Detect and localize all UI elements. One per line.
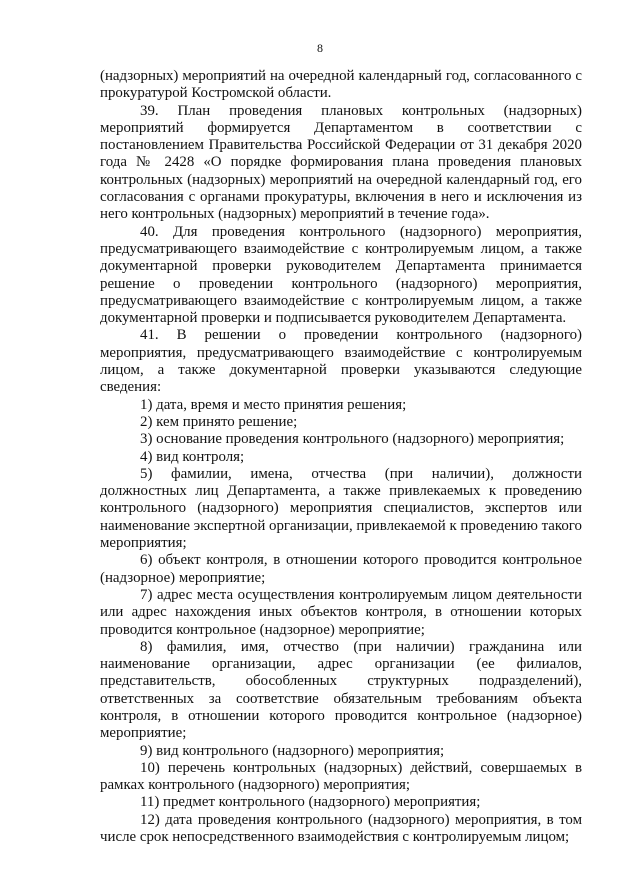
paragraph-41: 41. В решении о проведении контрольного (надзорного) мероприятия, предусматривающего взаимодействие с контролируемым лицом, а также документарной проверки указываются следующие сведения: [100, 327, 582, 396]
list-item-10: 10) перечень контрольных (надзорных) действий, совершаемых в рамках контрольного (надзорного) мероприятия; [100, 759, 582, 794]
paragraph-39: 39. План проведения плановых контрольных (надзорных) мероприятий формируется Департаментом в соответствии с постановлением Правительства Российской Федерации от 31 декабря 2020 года № 2428 «О порядке формирования плана проведения плановых контрольных (надзорных) мероприятий на очередной календарный год, его согласования с органами прокуратуры, включения в него и исключения из него контрольных (надзорных) мероприятий в течение года». [100, 102, 582, 223]
page-number: 8 [317, 41, 323, 55]
list-item-11: 11) предмет контрольного (надзорного) мероприятия; [140, 794, 481, 811]
document-body [100, 68, 582, 846]
list-item-4: 4) вид контроля; [140, 448, 245, 465]
list-item-2: 2) кем принято решение; [140, 413, 298, 430]
list-item-3: 3) основание проведения контрольного (надзорного) мероприятия; [140, 431, 565, 448]
list-item-7: 7) адрес места осуществления контролируемым лицом деятельности или адрес нахождения иных объектов контроля, в отношении которых проводится контрольное (надзорное) мероприятие; [100, 586, 582, 638]
list-item-9: 9) вид контрольного (надзорного) мероприятия; [140, 742, 445, 759]
paragraph-40: 40. Для проведения контрольного (надзорного) мероприятия, предусматривающего взаимодействие с контролируемым лицом, а также документарной проверки руководителем Департамента принимается решение о проведении контрольного (надзорного) мероприятия, предусматривающего взаимодействие с контролируемым лицом, а также документарной проверки и подписывается руководителем Департамента. [100, 223, 582, 327]
list-item-1: 1) дата, время и место принятия решения; [140, 396, 407, 413]
list-item-6: 6) объект контроля, в отношении которого проводится контрольное (надзорное) мероприятие; [100, 552, 582, 586]
list-item-8: 8) фамилия, имя, отчество (при наличии) гражданина или наименование организации, адрес организации (ее филиалов, представительств, обособленных структурных подразделений), ответственных за соответствие обязательным требованиям объекта контроля, в отношении которого проводится контрольное (надзорное) мероприятие; [100, 638, 582, 742]
paragraph-continuation: (надзорных) мероприятий на очередной календарный год, согласованного с прокуратурой Костромской области. [100, 68, 582, 102]
list-item-5: 5) фамилии, имена, отчества (при наличии), должности должностных лиц Департамента, а также привлекаемых к проведению контрольного (надзорного) мероприятия специалистов, экспертов или наименование экспертной организации, привлекаемой к проведению такого мероприятия; [100, 465, 582, 552]
list-item-12: 12) дата проведения контрольного (надзорного) мероприятия, в том числе срок непосредственного взаимодействия с контролируемым лицом; [100, 811, 582, 846]
